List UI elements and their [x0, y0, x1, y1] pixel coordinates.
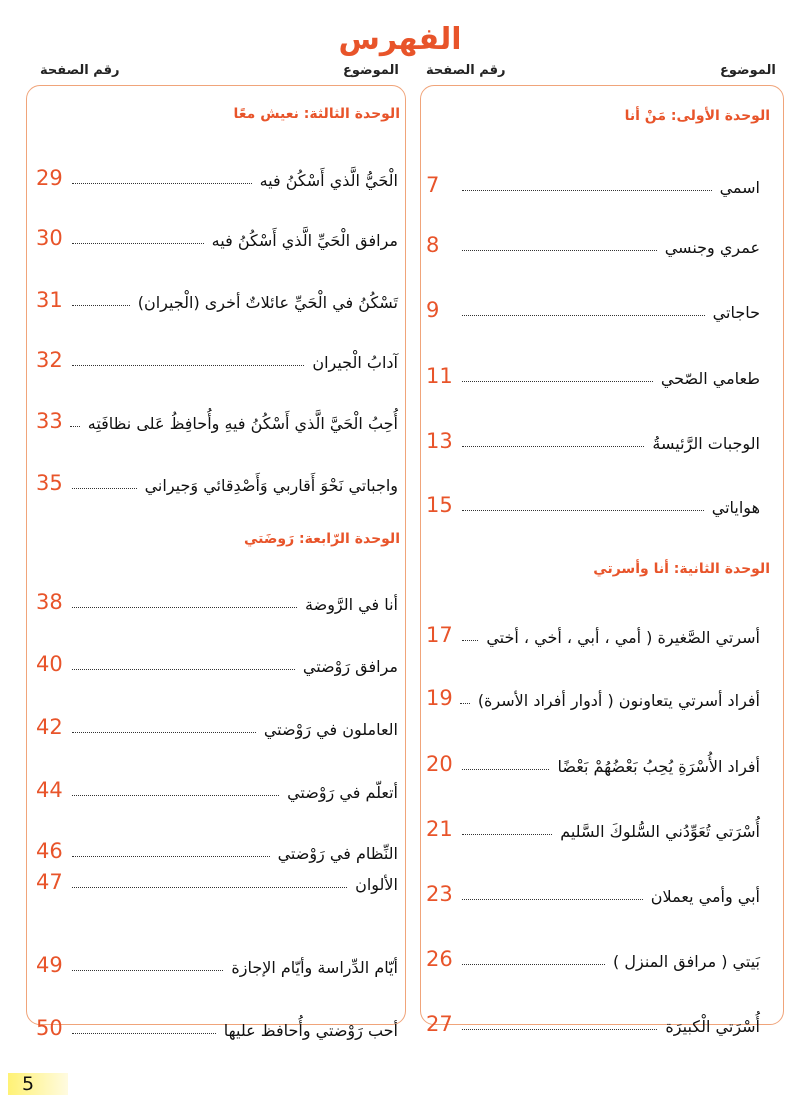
entry-title: النِّظام في رَوْضتي — [277, 844, 398, 863]
entry-page: 8 — [426, 233, 440, 257]
entry-title: أحب رَوْضتي وأُحافظ عليها — [223, 1021, 398, 1040]
entry-title: أفراد أسرتي يتعاونون ( أدوار أفراد الأسرة) — [477, 691, 760, 710]
entry-page: 27 — [426, 1012, 453, 1036]
toc-entry[interactable] — [426, 931, 760, 971]
leader-dots — [72, 607, 297, 608]
leader-dots — [72, 669, 295, 670]
entry-page: 47 — [36, 870, 63, 894]
leader-dots — [462, 834, 552, 835]
leader-dots — [72, 970, 223, 971]
leader-dots — [462, 446, 644, 447]
column-topic-label-left: الموضوع — [343, 63, 399, 78]
leader-dots — [72, 887, 347, 888]
entry-title: أيّام الدِّراسة وأيّام الإجازة — [231, 958, 398, 977]
toc-entry[interactable] — [36, 937, 398, 977]
entry-title: بَيتي ( مرافق المنزل ) — [613, 952, 760, 971]
toc-entry[interactable] — [426, 607, 760, 647]
entry-page: 21 — [426, 817, 453, 841]
leader-dots — [462, 315, 705, 316]
entry-page: 19 — [426, 686, 453, 710]
toc-entry[interactable] — [36, 762, 398, 802]
toc-entry[interactable] — [36, 699, 398, 739]
leader-dots — [72, 1033, 216, 1034]
entry-title: اسمي — [719, 178, 760, 197]
toc-entry[interactable] — [36, 272, 398, 312]
entry-page: 17 — [426, 623, 453, 647]
unit4-heading: الوحدة الرّابعة: رَوضَتي — [243, 531, 400, 547]
leader-dots — [72, 365, 304, 366]
leader-dots — [460, 703, 470, 704]
leader-dots — [70, 426, 80, 427]
entry-title: مرافق الْحَيِّ الَّذي أَسْكُنُ فيه — [211, 231, 398, 250]
leader-dots — [462, 769, 549, 770]
leader-dots — [462, 510, 704, 511]
toc-entry[interactable] — [36, 393, 398, 433]
page-number: 5 — [22, 1073, 35, 1095]
leader-dots — [72, 732, 256, 733]
toc-entry[interactable] — [426, 217, 760, 257]
toc-entry[interactable] — [426, 413, 760, 453]
toc-entry[interactable] — [426, 157, 760, 197]
entry-title: الوجبات الرَّئيسةُ — [652, 434, 760, 453]
entry-page: 23 — [426, 882, 453, 906]
entry-page: 11 — [426, 364, 453, 388]
column-topic-label-right: الموضوع — [720, 63, 776, 78]
entry-title: واجباتي نَحْوَ أَقاربي وَأَصْدِقائي وَجيراني — [144, 476, 398, 495]
toc-entry[interactable] — [426, 996, 760, 1036]
toc-entry[interactable] — [36, 1000, 398, 1040]
leader-dots — [462, 250, 657, 251]
leader-dots — [462, 640, 478, 641]
toc-entry[interactable] — [426, 801, 760, 841]
toc-entry[interactable] — [426, 282, 760, 322]
entry-title: آدابُ الْجيران — [312, 353, 398, 372]
leader-dots — [72, 243, 204, 244]
entry-title: أُسْرَتي تُعَوِّدُني السُّلوكَ السَّليم — [560, 822, 760, 841]
toc-entry[interactable] — [426, 348, 760, 388]
entry-title: تَسْكُنُ في الْحَيِّ عائلاتٌ أخرى (الْجيران) — [137, 293, 398, 312]
entry-page: 30 — [36, 226, 63, 250]
toc-entry[interactable] — [36, 150, 398, 190]
entry-title: أُحِبُ الْحَيَّ الَّذي أَسْكُنُ فيهِ وأُحافِظُ عَلى نظافَتِه — [87, 414, 398, 433]
toc-entry[interactable] — [36, 854, 398, 894]
entry-title: أتعلّم في رَوْضتي — [287, 783, 398, 802]
entry-page: 31 — [36, 288, 63, 312]
entry-page: 42 — [36, 715, 63, 739]
toc-entry[interactable] — [426, 670, 760, 710]
leader-dots — [72, 488, 137, 489]
entry-page: 35 — [36, 471, 63, 495]
entry-title: العاملون في رَوْضتي — [263, 720, 398, 739]
entry-page: 33 — [36, 409, 63, 433]
page-title: الفهرس — [338, 22, 462, 57]
leader-dots — [462, 899, 643, 900]
toc-entry[interactable] — [36, 574, 398, 614]
toc-entry[interactable] — [36, 455, 398, 495]
toc-entry[interactable] — [426, 736, 760, 776]
toc-entry[interactable] — [36, 332, 398, 372]
toc-entry[interactable] — [426, 477, 760, 517]
entry-title: عمري وجنسي — [664, 238, 760, 257]
leader-dots — [72, 183, 252, 184]
entry-page: 9 — [426, 298, 440, 322]
entry-page: 38 — [36, 590, 63, 614]
unit1-heading: الوحدة الأولى: مَنْ أنا — [624, 108, 770, 124]
entry-page: 26 — [426, 947, 453, 971]
leader-dots — [462, 190, 712, 191]
leader-dots — [72, 795, 279, 796]
entry-page: 7 — [426, 173, 440, 197]
toc-entry[interactable] — [36, 210, 398, 250]
leader-dots — [462, 964, 605, 965]
entry-page: 50 — [36, 1016, 63, 1040]
entry-title: حاجاتي — [712, 303, 760, 322]
toc-entry[interactable] — [426, 866, 760, 906]
entry-title: أفراد الأُسْرَةِ يُحِبُ بَعْضُهُمْ بَعْضًا — [557, 757, 760, 776]
entry-page: 46 — [36, 839, 63, 863]
entry-title: هواياتي — [711, 498, 760, 517]
entry-page: 13 — [426, 429, 453, 453]
entry-title: الْحَيُّ الَّذي أَسْكُنُ فيه — [259, 171, 398, 190]
entry-title: أنا في الرَّوضة — [305, 595, 398, 614]
entry-title: أسرتي الصَّغيرة ( أمي ، أبي ، أخي ، أختي — [486, 628, 760, 647]
entry-title: أُسْرَتي الْكبيرَة — [665, 1017, 760, 1036]
unit3-heading: الوحدة الثالثة: نعيش معًا — [233, 106, 400, 122]
leader-dots — [462, 1029, 657, 1030]
entry-title: الألوان — [355, 875, 398, 894]
entry-title: أبي وأمي يعملان — [650, 887, 760, 906]
column-page-label-right: رقم الصفحة — [426, 63, 506, 78]
entry-page: 15 — [426, 493, 453, 517]
leader-dots — [462, 381, 653, 382]
unit2-heading: الوحدة الثانية: أنا وأسرتي — [593, 561, 770, 577]
entry-page: 49 — [36, 953, 63, 977]
toc-entry[interactable] — [36, 636, 398, 676]
entry-page: 20 — [426, 752, 453, 776]
entry-page: 29 — [36, 166, 63, 190]
entry-page: 32 — [36, 348, 63, 372]
page-number-badge — [8, 1073, 68, 1095]
entry-title: مرافق رَوْضتي — [302, 657, 398, 676]
entry-title: طعامي الصّحي — [660, 369, 760, 388]
entry-page: 44 — [36, 778, 63, 802]
entry-page: 40 — [36, 652, 63, 676]
leader-dots — [72, 305, 130, 306]
column-page-label-left: رقم الصفحة — [40, 63, 120, 78]
